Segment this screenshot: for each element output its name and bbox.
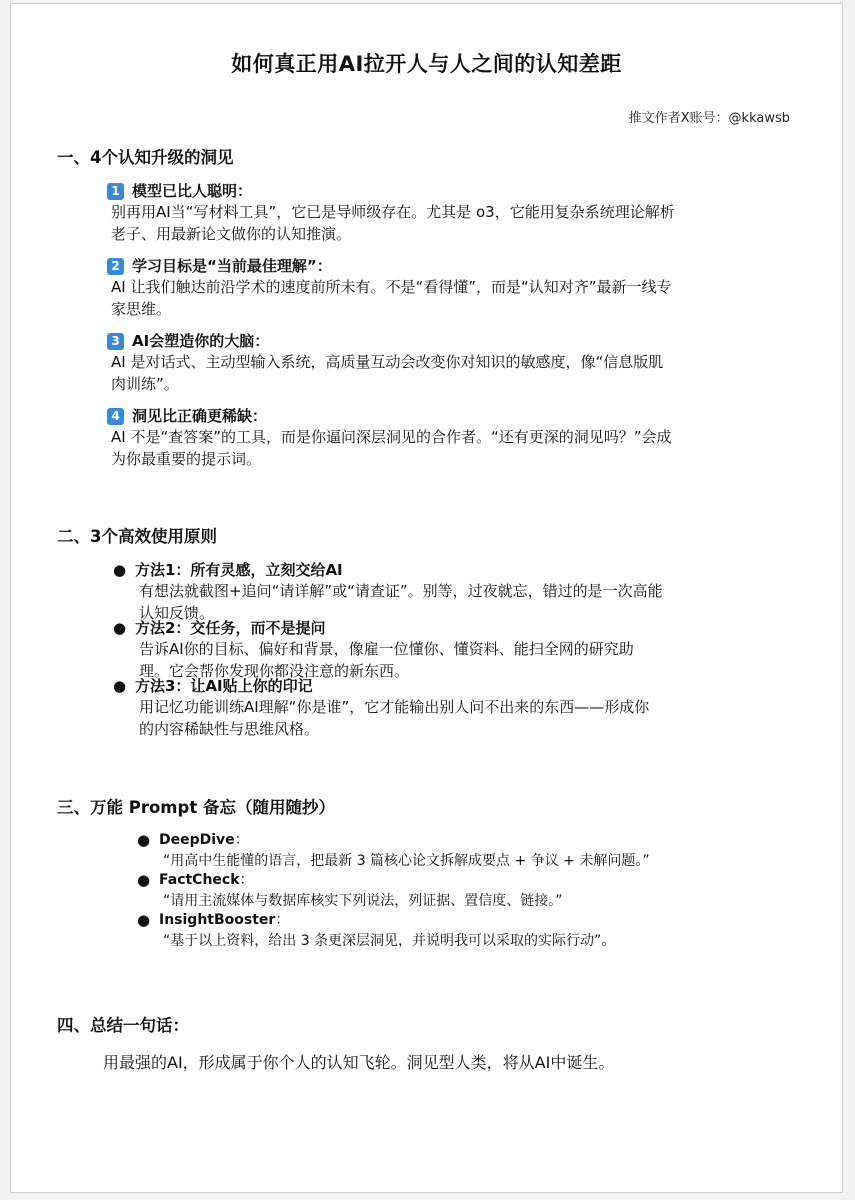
principle-line: 的内容稀缺性与思维风格。: [139, 720, 320, 738]
keycap-number-icon: 4: [107, 408, 124, 425]
prompt-separator: ：: [275, 912, 290, 928]
summary-text: 用最强的AI，形成属于你个人的认知飞轮。洞见型人类，将从AI中诞生。: [103, 1053, 615, 1072]
document-title: 如何真正用AI拉开人与人之间的认知差距: [231, 52, 622, 76]
prompt-name: FactCheck: [159, 872, 240, 888]
principle-item-3: [113, 676, 755, 740]
bullet-icon: ●: [113, 677, 127, 695]
principle-line: 认知反馈。: [139, 604, 215, 622]
keycap-number-icon: 1: [107, 183, 124, 200]
insight-item-1: [107, 181, 747, 245]
section3-heading: 三、万能 Prompt 备忘（随用随抄）: [57, 798, 335, 817]
insight-title: 洞见比正确更稀缺：: [132, 407, 268, 425]
section4-heading: 四、总结一句话：: [57, 1016, 189, 1035]
prompt-item-factcheck: [137, 870, 779, 912]
insight-line: 别再用AI当“写材料工具”，它已是导师级存在。尤其是 o3，它能用复杂系统理论解析: [111, 203, 675, 221]
insight-title: AI会塑造你的大脑：: [132, 332, 270, 350]
section2-heading: 二、3个高效使用原则: [57, 527, 217, 546]
insight-line: 为你最重要的提示词。: [111, 450, 262, 468]
section1-heading: 一、4个认知升级的洞见: [57, 148, 234, 167]
prompt-item-insightbooster: [137, 910, 779, 952]
prompt-name: DeepDive: [159, 832, 235, 848]
prompt-text: “用高中生能懂的语言，把最新 3 篇核心论文拆解成要点 + 争议 + 未解问题。”: [163, 853, 650, 869]
bullet-icon: ●: [137, 911, 151, 929]
insight-line: AI 是对话式、主动型输入系统，高质量互动会改变你对知识的敏感度，像“信息版肌: [111, 353, 664, 371]
keycap-number-icon: 3: [107, 333, 124, 350]
principle-line: 用记忆功能训练AI理解“你是谁”，它才能输出别人问不出来的东西——形成你: [139, 698, 650, 716]
bullet-icon: ●: [113, 561, 127, 579]
prompt-name: InsightBooster: [159, 912, 276, 928]
author-credit: 推文作者X账号：@kkawsb: [628, 111, 790, 126]
prompt-text: “请用主流媒体与数据库核实下列说法，列证据、置信度、链接。”: [163, 893, 563, 909]
principle-title: 方法2：交任务，而不是提问: [135, 619, 326, 637]
principle-item-2: [113, 618, 755, 682]
document-page: [10, 3, 843, 1193]
principle-title: 方法1：所有灵感，立刻交给AI: [135, 561, 343, 579]
insight-line: AI 不是“查答案”的工具，而是你逼问深层洞见的合作者。“还有更深的洞见吗？”会成: [111, 428, 672, 446]
prompt-separator: ：: [239, 872, 254, 888]
insight-line: AI 让我们触达前沿学术的速度前所未有。不是“看得懂”，而是“认知对齐”最新一线专: [111, 278, 672, 296]
insight-item-2: [107, 256, 747, 320]
principle-title: 方法3：让AI贴上你的印记: [135, 677, 313, 695]
insight-line: 家思维。: [111, 300, 172, 318]
insight-title: 学习目标是“当前最佳理解”：: [132, 257, 332, 275]
prompt-separator: ：: [234, 832, 249, 848]
insight-line: 老子、用最新论文做你的认知推演。: [111, 225, 352, 243]
bullet-icon: ●: [137, 871, 151, 889]
bullet-icon: ●: [137, 831, 151, 849]
principle-item-1: [113, 560, 755, 624]
insight-line: 肉训练”。: [111, 375, 179, 393]
principle-line: 理。它会帮你发现你都没注意的新东西。: [139, 662, 410, 680]
principle-line: 告诉AI你的目标、偏好和背景，像雇一位懂你、懂资料、能扫全网的研究助: [139, 640, 634, 658]
keycap-number-icon: 2: [107, 258, 124, 275]
prompt-text: “基于以上资料，给出 3 条更深层洞见，并说明我可以采取的实际行动”。: [163, 933, 616, 949]
insight-title: 模型已比人聪明：: [132, 182, 253, 200]
principle-line: 有想法就截图+追问“请详解”或“请查证”。别等，过夜就忘，错过的是一次高能: [139, 582, 663, 600]
insight-item-3: [107, 331, 747, 395]
prompt-item-deepdive: [137, 830, 779, 872]
bullet-icon: ●: [113, 619, 127, 637]
insight-item-4: [107, 406, 747, 470]
